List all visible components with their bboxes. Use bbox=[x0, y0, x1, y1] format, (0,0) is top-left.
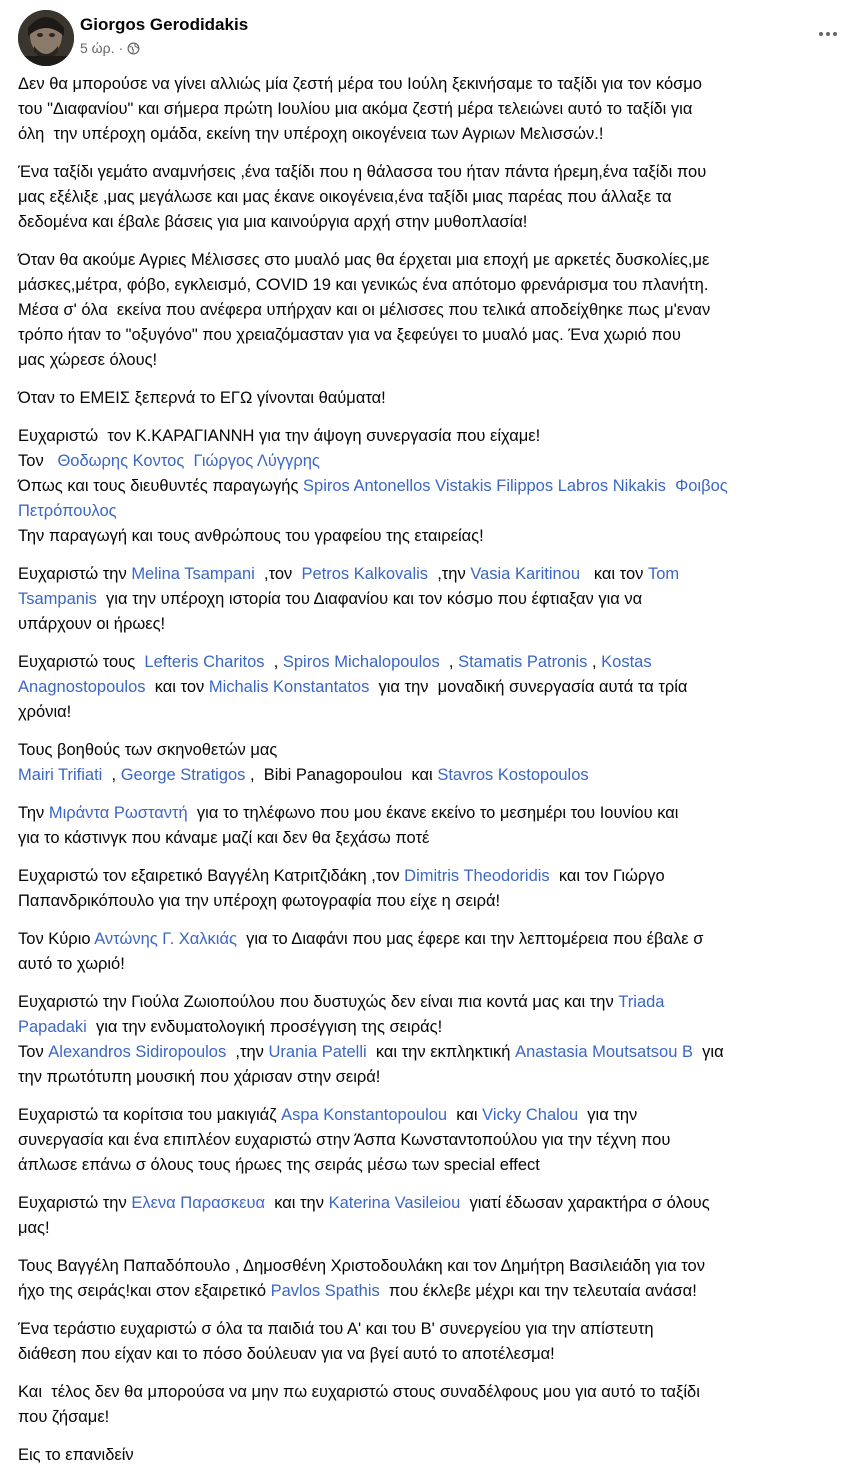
text-segment: γιατί έδωσαν χαρακτήρα σ όλους bbox=[460, 1194, 710, 1212]
post-body bbox=[18, 72, 856, 1481]
post-paragraph bbox=[18, 738, 856, 788]
text-segment: την πρωτότυπη μουσική που χάρισαν στην σειρά! bbox=[18, 1068, 381, 1086]
text-segment: ,την bbox=[428, 565, 471, 583]
text-segment: για την bbox=[578, 1106, 638, 1124]
post-paragraph bbox=[18, 864, 856, 914]
tagged-profile-link[interactable]: Vasia Karitinou bbox=[470, 565, 581, 583]
text-segment: Ευχαριστώ τον εξαιρετικό Βαγγέλη Κατριτζιδάκη ,τον bbox=[18, 867, 405, 885]
text-line bbox=[18, 1153, 856, 1178]
text-line bbox=[18, 499, 856, 524]
text-segment: και τον bbox=[580, 565, 648, 583]
tagged-profile-link[interactable]: George Stratigos bbox=[120, 766, 246, 784]
text-segment: και την εκπληκτική bbox=[366, 1043, 516, 1061]
text-segment: δεδομένα και έβαλε βάσεις για μια καινούργια αρχή στην μυθοπλασία! bbox=[18, 213, 528, 231]
text-segment: , bbox=[102, 766, 121, 784]
tagged-profile-link[interactable]: Μιράντα Ρωσταντή bbox=[48, 804, 188, 822]
text-line bbox=[18, 1128, 856, 1153]
author-name[interactable]: Giorgos Gerodidakis bbox=[80, 15, 249, 34]
text-segment: Δεν θα μπορούσε να γίνει αλλιώς μία ζεστή μέρα του Ιούλη ξεκινήσαμε το ταξίδι για τον κόσμο bbox=[18, 75, 702, 93]
more-options-icon[interactable] bbox=[814, 24, 842, 44]
text-segment: για το κάστινγκ που κάναμε μαζί και δεν θα ξεχάσω ποτέ bbox=[18, 829, 430, 847]
text-line bbox=[18, 990, 856, 1015]
tagged-profile-link[interactable]: Dimitris Theodoridis bbox=[404, 867, 550, 885]
text-segment: για το Διαφάνι που μας έφερε και την λεπτομέρεια που έβαλε σ bbox=[236, 930, 704, 948]
text-segment: για το τηλέφωνο που μου έκανε εκείνο το μεσημέρι του Ιουνίου και bbox=[187, 804, 679, 822]
tagged-profile-link[interactable]: Anastasia Moutsatsou B bbox=[515, 1043, 693, 1061]
text-line bbox=[18, 1443, 856, 1468]
tagged-profile-link[interactable]: Πετρόπουλος bbox=[18, 502, 117, 520]
text-segment: Όταν το ΕΜΕΙΣ ξεπερνά το ΕΓΩ γίνονται θαύματα! bbox=[18, 389, 386, 407]
text-segment: μας! bbox=[18, 1219, 50, 1237]
text-segment: και τον bbox=[145, 678, 209, 696]
text-segment: μας χώρεσε όλους! bbox=[18, 351, 158, 369]
tagged-profile-link[interactable]: Anagnostopoulos bbox=[18, 678, 146, 696]
text-segment: ,την bbox=[226, 1043, 269, 1061]
tagged-profile-link[interactable]: Petros Kalkovalis bbox=[301, 565, 429, 583]
tagged-profile-link[interactable]: Mairi Trifiati bbox=[18, 766, 103, 784]
tagged-profile-link[interactable]: Spiros Antonellos bbox=[303, 477, 431, 495]
post-paragraph bbox=[18, 562, 856, 637]
tagged-profile-link[interactable]: Pavlos Spathis bbox=[270, 1282, 380, 1300]
text-line bbox=[18, 524, 856, 549]
text-segment: άπλωσε επάνω σ όλους τους ήρωες της σειράς μέσω των special effect bbox=[18, 1156, 540, 1174]
tagged-profile-link[interactable]: Alexandros Sidiropoulos bbox=[48, 1043, 227, 1061]
avatar-image bbox=[18, 10, 74, 66]
text-line bbox=[18, 1191, 856, 1216]
post-header bbox=[18, 10, 850, 66]
meta-separator: · bbox=[118, 40, 124, 56]
tagged-profile-link[interactable]: Urania Patelli bbox=[268, 1043, 367, 1061]
globe-icon[interactable] bbox=[127, 42, 140, 55]
text-segment: Και τέλος δεν θα μπορούσα να μην πω ευχαριστώ στους συναδέλφους μου για αυτό το ταξίδι bbox=[18, 1383, 700, 1401]
post-paragraph bbox=[18, 1380, 856, 1430]
text-line bbox=[18, 826, 856, 851]
text-segment: Την bbox=[18, 804, 49, 822]
text-line bbox=[18, 97, 856, 122]
text-line bbox=[18, 889, 856, 914]
text-line bbox=[18, 248, 856, 273]
text-segment: και bbox=[447, 1106, 483, 1124]
post-paragraph bbox=[18, 1103, 856, 1178]
dot bbox=[833, 32, 837, 36]
text-segment: χρόνια! bbox=[18, 703, 72, 721]
post-paragraph bbox=[18, 248, 856, 373]
post-paragraph bbox=[18, 386, 856, 411]
text-line bbox=[18, 801, 856, 826]
text-line bbox=[18, 348, 856, 373]
text-segment: Μέσα σ' όλα εκείνα που ανέφερα υπήρχαν και οι μέλισσες που τελικά αποδείχθηκε πως μ'εναν bbox=[18, 301, 711, 319]
tagged-profile-link[interactable]: Melina Tsampani bbox=[131, 565, 255, 583]
text-segment: διάθεση που είχαν και το πόσο δούλευαν για να βγεί αυτό το αποτέλεσμα! bbox=[18, 1345, 555, 1363]
text-segment: αυτό το χωριό! bbox=[18, 955, 125, 973]
post-paragraph bbox=[18, 72, 856, 147]
text-line bbox=[18, 927, 856, 952]
text-segment: μας εξέλιξε ,μας μεγάλωσε και μας έκανε οικογένεια,ένα ταξίδι μιας παρέας που άλλαξε τα bbox=[18, 188, 672, 206]
text-segment: , Bibi Panagopoulou και bbox=[245, 766, 438, 784]
text-segment: Τον bbox=[18, 452, 58, 470]
text-segment: και την bbox=[265, 1194, 329, 1212]
text-segment: Ευχαριστώ τον Κ.ΚΑΡΑΓΙΑΝΝΗ για την άψογη συνεργασία που είχαμε! bbox=[18, 427, 541, 445]
post-paragraph bbox=[18, 927, 856, 977]
text-line bbox=[18, 1254, 856, 1279]
text-segment: συνεργασία και ένα επιπλέον ευχαριστώ στην Άσπα Κωνσταντοπούλου για την τέχνη που bbox=[18, 1131, 671, 1149]
text-segment: Ένα τεράστιο ευχαριστώ σ όλα τα παιδιά του Α' και του Β' συνεργείου για την απίστευτη bbox=[18, 1320, 654, 1338]
tagged-profile-link[interactable]: Katerina Vasileiou bbox=[328, 1194, 461, 1212]
text-segment: Ευχαριστώ τους bbox=[18, 653, 145, 671]
post-paragraph bbox=[18, 160, 856, 235]
text-line bbox=[18, 323, 856, 348]
text-segment: για την υπέροχη ιστορία του Διαφανίου και τον κόσμο που έφτιαξαν για να bbox=[96, 590, 643, 608]
text-segment: και τον Γιώργο bbox=[549, 867, 665, 885]
text-line bbox=[18, 474, 856, 499]
tagged-profile-link[interactable]: Φοιβος bbox=[675, 477, 728, 495]
tagged-profile-link[interactable]: Stamatis Patronis bbox=[458, 653, 588, 671]
text-segment: τρόπο ήταν το "οξυγόνο" που χρειαζόμασταν για να ξεφεύγει το μυαλό μας. Ένα χωριό που bbox=[18, 326, 681, 344]
text-line bbox=[18, 210, 856, 235]
tagged-profile-link[interactable]: Γιώργος Λύγγρης bbox=[193, 452, 320, 470]
tagged-profile-link[interactable]: Αντώνης Γ. Χαλκιάς bbox=[94, 930, 237, 948]
avatar[interactable] bbox=[18, 10, 74, 66]
tagged-profile-link[interactable]: Θοδωρης Κοντος bbox=[57, 452, 185, 470]
text-line bbox=[18, 273, 856, 298]
text-line bbox=[18, 952, 856, 977]
text-line bbox=[18, 122, 856, 147]
text-line bbox=[18, 1380, 856, 1405]
post-time[interactable]: 5 ώρ. bbox=[80, 40, 115, 56]
text-segment: για bbox=[693, 1043, 724, 1061]
tagged-profile-link[interactable]: Triada bbox=[618, 993, 665, 1011]
text-line bbox=[18, 386, 856, 411]
text-segment: Ευχαριστώ την bbox=[18, 1194, 132, 1212]
text-line bbox=[18, 298, 856, 323]
text-segment: , bbox=[264, 653, 283, 671]
text-line bbox=[18, 1065, 856, 1090]
text-line bbox=[18, 1342, 856, 1367]
text-segment: Παπανδρικόπουλο για την υπέροχη φωτογραφία που είχε η σειρά! bbox=[18, 892, 501, 910]
text-segment: ήχο της σειράς!και στον εξαιρετικό bbox=[18, 1282, 271, 1300]
text-line bbox=[18, 1216, 856, 1241]
text-segment: για την μοναδική συνεργασία αυτά τα τρία bbox=[369, 678, 688, 696]
dot bbox=[819, 32, 823, 36]
tagged-profile-link[interactable]: Aspa Konstantopoulou bbox=[281, 1106, 448, 1124]
text-line bbox=[18, 160, 856, 185]
text-line bbox=[18, 587, 856, 612]
post-paragraph bbox=[18, 650, 856, 725]
text-line bbox=[18, 185, 856, 210]
tagged-profile-link[interactable]: Ελενα Παρασκευα bbox=[131, 1194, 266, 1212]
post-paragraph bbox=[18, 1191, 856, 1241]
text-line bbox=[18, 864, 856, 889]
text-segment: Τους βοηθούς των σκηνοθετών μας bbox=[18, 741, 278, 759]
tagged-profile-link[interactable]: Lefteris Charitos bbox=[144, 653, 265, 671]
text-segment: του "Διαφανίου" και σήμερα πρώτη Ιουλίου μια ακόμα ζεστή μέρα τελειώνει αυτό το ταξίδι για bbox=[18, 100, 693, 118]
post-meta bbox=[80, 40, 140, 56]
text-segment: Την παραγωγή και τους ανθρώπους του γραφείου της εταιρείας! bbox=[18, 527, 484, 545]
text-line bbox=[18, 1279, 856, 1304]
text-line bbox=[18, 612, 856, 637]
tagged-profile-link[interactable]: Spiros Michalopoulos bbox=[282, 653, 440, 671]
text-line bbox=[18, 738, 856, 763]
post-paragraph bbox=[18, 1254, 856, 1304]
post-paragraph bbox=[18, 1443, 856, 1468]
text-segment: για την ενδυματολογική προσέγγιση της σειράς! bbox=[86, 1018, 443, 1036]
tagged-profile-link[interactable]: Vicky Chalou bbox=[482, 1106, 579, 1124]
text-segment: Ευχαριστώ την bbox=[18, 565, 132, 583]
text-segment: Όταν θα ακούμε Αγριες Μέλισσες στο μυαλό μας θα έρχεται μια εποχή με αρκετές δυσκολίες,με bbox=[18, 251, 710, 269]
text-line bbox=[18, 424, 856, 449]
text-segment: Όπως και τους διευθυντές παραγωγής bbox=[18, 477, 304, 495]
text-segment: όλη την υπέροχη ομάδα, εκείνη την υπέροχη οικογένεια των Αγριων Μελισσών.! bbox=[18, 125, 604, 143]
text-segment: , bbox=[439, 653, 459, 671]
text-line bbox=[18, 562, 856, 587]
text-segment: που ζήσαμε! bbox=[18, 1408, 110, 1426]
text-segment: , bbox=[587, 653, 602, 671]
dot bbox=[826, 32, 830, 36]
text-line bbox=[18, 650, 856, 675]
text-segment: που έκλεβε μέχρι και την τελευταία ανάσα! bbox=[379, 1282, 697, 1300]
text-line bbox=[18, 1405, 856, 1430]
tagged-profile-link[interactable]: Tom bbox=[647, 565, 680, 583]
tagged-profile-link[interactable]: Stavros Kostopoulos bbox=[437, 766, 589, 784]
text-segment: Τους Βαγγέλη Παπαδόπουλο , Δημοσθένη Χριστοδουλάκη και τον Δημήτρη Βασιλειάδη για τον bbox=[18, 1257, 705, 1275]
text-segment: Τον Κύριο bbox=[18, 930, 95, 948]
text-line bbox=[18, 675, 856, 700]
text-line bbox=[18, 1317, 856, 1342]
text-segment: Ευχαριστώ την Γιούλα Ζωιοπούλου που δυστυχώς δεν είναι πια κοντά μας και την bbox=[18, 993, 619, 1011]
post-paragraph bbox=[18, 801, 856, 851]
post-paragraph bbox=[18, 1317, 856, 1367]
post-paragraph bbox=[18, 424, 856, 549]
text-segment bbox=[666, 477, 675, 495]
text-line bbox=[18, 700, 856, 725]
text-segment: ,τον bbox=[254, 565, 302, 583]
text-line bbox=[18, 1103, 856, 1128]
text-line bbox=[18, 449, 856, 474]
text-segment: Τον bbox=[18, 1043, 49, 1061]
tagged-profile-link[interactable]: Vistakis Filippos bbox=[435, 477, 554, 495]
text-line bbox=[18, 763, 856, 788]
tagged-profile-link[interactable]: Labros Nikakis bbox=[557, 477, 666, 495]
text-line bbox=[18, 72, 856, 97]
text-segment: Ευχαριστώ τα κορίτσια του μακιγιάζ bbox=[18, 1106, 282, 1124]
text-segment: Ένα ταξίδι γεμάτο αναμνήσεις ,ένα ταξίδι που η θάλασσα του ήταν πάντα ήρεμη,ένα ταξίδι που bbox=[18, 163, 707, 181]
text-line bbox=[18, 1040, 856, 1065]
tagged-profile-link[interactable]: Tsampanis bbox=[18, 590, 97, 608]
text-line bbox=[18, 1015, 856, 1040]
text-segment: μάσκες,μέτρα, φόβο, εγκλεισμό, COVID 19 και γενικώς ένα απότομο φρενάρισμα του πλανήτη. bbox=[18, 276, 709, 294]
tagged-profile-link[interactable]: Michalis Konstantatos bbox=[208, 678, 370, 696]
text-segment: Εις το επανιδείν bbox=[18, 1446, 134, 1464]
tagged-profile-link[interactable]: Papadaki bbox=[18, 1018, 87, 1036]
tagged-profile-link[interactable]: Kostas bbox=[601, 653, 652, 671]
post-paragraph bbox=[18, 990, 856, 1090]
text-segment: υπάρχουν οι ήρωες! bbox=[18, 615, 166, 633]
